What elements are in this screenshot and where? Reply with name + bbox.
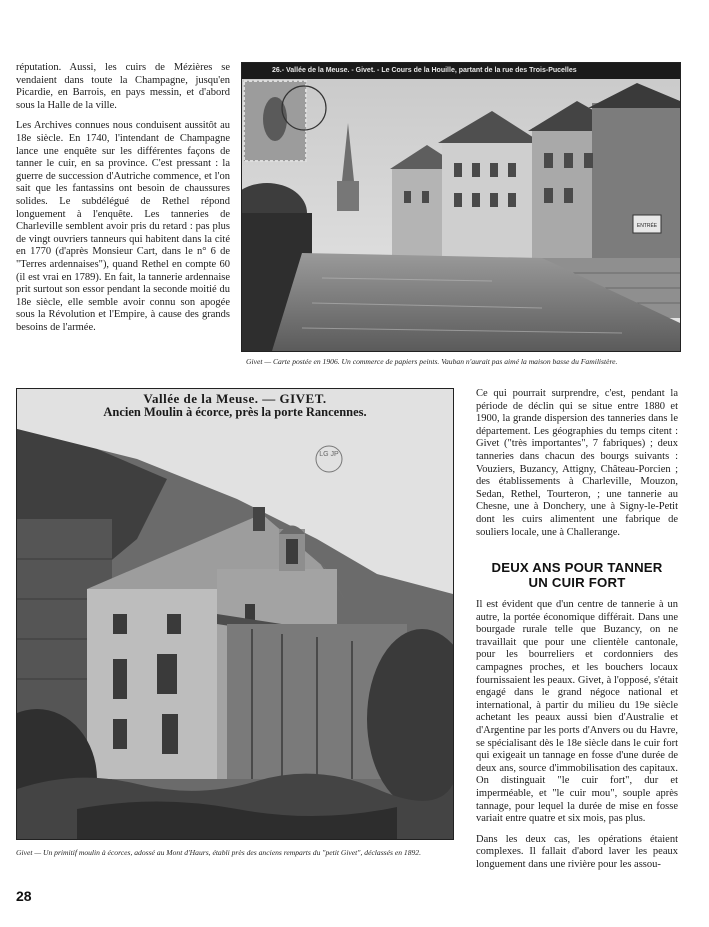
section-heading [476,561,678,590]
paragraph: Ce qui pourrait surprendre, c'est, pendant la période de déclin qui se situe entre 1880 et 1900, la grande dispersion des tanneries dans le département. Les géographies du temps citent : Givet ("très importantes", 7 fabriques) ; deux tanneries dans chacun des bourgs suivants : Vouziers, Buzancy, Attigny, Château-Porcien ; des établissements à Charleville, Mouzon, Sedan, Rethel, Tourteron, ; une tannerie au Chesne, une à Donchery, une à Signy-le-Petit dont les cuirs alimentent une fabrique de souliers locale, une à Challerange. [476,388,678,538]
section-heading-line2: UN CUIR FORT [528,574,626,590]
postcard-title-line2: Ancien Moulin à écorce, près la porte Rancennes. [103,405,367,419]
section-heading-line1: DEUX ANS POUR TANNER [491,560,663,575]
postcard-banner-text: 26.- Vallée de la Meuse. - Givet. - Le Cours de la Houille, partant de la rue des Trois-Pucelles [242,63,680,79]
article-column-right-continued [476,599,678,879]
article-column-top-left [16,62,230,342]
photo-caption-bottom: Givet — Un primitif moulin à écorces, adossé au Mont d'Haurs, établi près des anciens remparts du "petit Givet", déclassés en 1892. [16,848,422,857]
page-number: 28 [16,888,32,904]
photo-caption-top: Givet — Carte postée en 1906. Un commerce de papiers peints. Vauban n'aurait pas aimé la maison basse du Familistère. [246,357,618,366]
paragraph: Il est évident que d'un centre de tannerie à un autre, la portée économique différait. Dans une bourgade rurale telle que Buzancy, on ne travaillait que pour une clientèle cantonale, pour les bourreliers et cordonniers des campagnes proches, et les bouchers locaux fournissaient les peaux. Givet, à l'opposé, s'était engagé dans le grand négoce national et international, à partir du milieu du 19e siècle achetant les peaux aussi bien d'Australie et d'Argentine par les ports d'Anvers ou du Havre, se spécialisant dès le 18e siècle dans le cuir fort qui exigeait un tannage en fosse d'une durée de deux ans, source d'immobilisation des capitaux. On distinguait "le cuir fort", dur et imperméable, et "le cuir mou", souple après tannage, pour lequel la durée de mise en fosse variait entre quatre et six mois, pas plus. [476,599,678,825]
shop-sign-text: ENTRÉE [636,223,658,229]
paragraph: réputation. Aussi, les cuirs de Mézières se vendaient dans toute la Champagne, jusqu'en Picardie, en Barrois, en pays messin, et d'abord sous la Halle de la ville. [16,62,230,111]
stamp-mark-text: LG JP [319,451,339,458]
postcard-photo-givet-canal [241,62,681,352]
postcard-title-line1: Vallée de la Meuse. — GIVET. [143,391,327,406]
article-column-right [476,388,678,547]
paragraph: Dans les deux cas, les opérations étaient complexes. Il fallait d'abord laver les peaux longuement dans une rivière pour les assou- [476,833,678,870]
paragraph: Les Archives connues nous conduisent aussitôt au 18e siècle. En 1740, l'intendant de Champagne lance une enquête sur les différentes façons de tanner le cuir, en sa province. C'est pressant : la guerre de succession d'Autriche commence, et l'on sait que les fantassins ont besoin de chaussures solides. Le subdélégué de Rethel répond longuement à l'enquête. Les tanneries de Charleville semblent avoir pris du retard : pas plus de vingt ouvriers tanneurs qui habitent dans la cité en 1770 (d'après Monsieur Cart, dans le n° 6 de "Terres ardennaises"), quand Rethel en compte 60 (il est vrai en 1789). En fait, la tannerie ardennaise prit surtout son essor pendant la seconde moitié du 18e siècle, elle semble avoir connu son apogée sous la Révolution et l'Empire, à cause des grands besoins de l'armée. [16,120,230,333]
postcard-photo-bark-mill [16,388,454,840]
bark-mill-illustration [17,389,453,839]
canal-street-illustration [242,63,680,351]
